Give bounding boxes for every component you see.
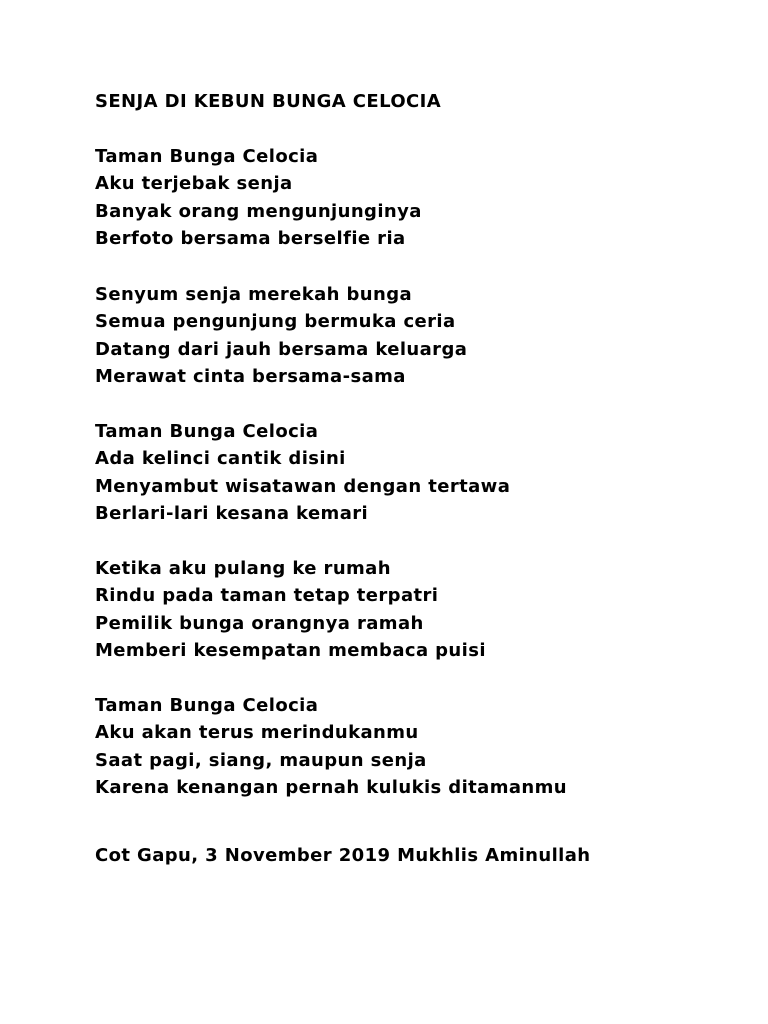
stanza-3 xyxy=(95,418,510,528)
poem-line: Senyum senja merekah bunga xyxy=(95,284,413,305)
poem-line: Rindu pada taman tetap terpatri xyxy=(95,585,439,607)
poem-line: Menyambut wisatawan dengan tertawa xyxy=(95,475,511,497)
signature: Cot Gapu, 3 November 2019 Mukhlis Aminullah xyxy=(95,845,591,866)
poem-line: Memberi kesempatan membaca puisi xyxy=(95,640,486,662)
stanza-5 xyxy=(95,692,567,802)
stanza-2 xyxy=(95,281,467,391)
poem-line: Ada kelinci cantik disini xyxy=(95,448,346,470)
poem-line: Taman Bunga Celocia xyxy=(95,421,319,442)
stanza-1 xyxy=(95,143,422,253)
poem-line: Semua pengunjung bermuka ceria xyxy=(95,311,456,333)
poem-line: Berlari-lari kesana kemari xyxy=(95,503,369,525)
poem-line: Taman Bunga Celocia xyxy=(95,695,319,716)
poem-line: Aku akan terus merindukanmu xyxy=(95,722,419,744)
poem-title: SENJA DI KEBUN BUNGA CELOCIA xyxy=(95,91,442,112)
poem-line: Saat pagi, siang, maupun senja xyxy=(95,749,427,771)
poem-line: Pemilik bunga orangnya ramah xyxy=(95,612,424,634)
poem-line: Taman Bunga Celocia xyxy=(95,146,319,167)
poem-line: Aku terjebak senja xyxy=(95,173,293,195)
poem-line: Merawat cinta bersama-sama xyxy=(95,366,406,388)
poem-line: Berfoto bersama berselfie ria xyxy=(95,228,406,250)
poem-line: Karena kenangan pernah kulukis ditamanmu xyxy=(95,777,567,799)
poem-line: Banyak orang mengunjunginya xyxy=(95,200,422,222)
poem-line: Ketika aku pulang ke rumah xyxy=(95,558,391,579)
poem-line: Datang dari jauh bersama keluarga xyxy=(95,338,468,360)
stanza-4 xyxy=(95,555,486,665)
